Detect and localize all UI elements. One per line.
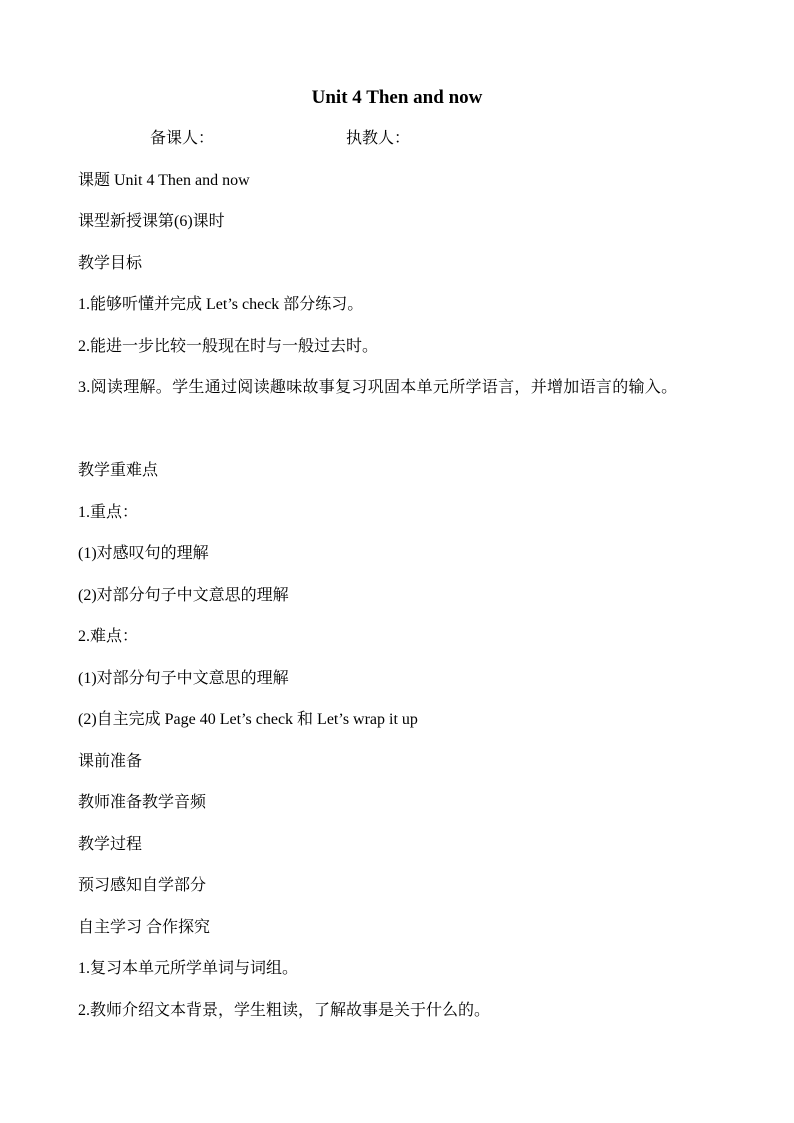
- document-title: Unit 4 Then and now: [311, 87, 483, 108]
- key-point-item-2: (2)对部分句子中文意思的理解: [78, 587, 289, 604]
- preparer-label: 备课人：: [150, 130, 215, 147]
- difficulty-item-2: (2)自主完成 Page 40 Let’s check 和 Let’s wrap it up: [78, 711, 418, 728]
- key-point-label: 1.重点：: [78, 504, 139, 521]
- difficulty-label: 2.难点：: [78, 628, 139, 645]
- process-subheading-self-study: 自主学习 合作探究: [78, 919, 211, 936]
- difficulty-item-1: (1)对部分句子中文意思的理解: [78, 670, 289, 687]
- lesson-type: 课型新授课第(6)课时: [78, 213, 225, 230]
- process-step-2: 2.教师介绍文本背景，学生粗读，了解故事是关于什么的。: [78, 1002, 491, 1019]
- preparation-item: 教师准备教学音频: [78, 794, 207, 811]
- teacher-label: 执教人：: [346, 130, 411, 147]
- section-heading-key-points: 教学重难点: [78, 462, 159, 479]
- process-subheading-preview: 预习感知自学部分: [78, 877, 207, 894]
- lesson-topic: 课题 Unit 4 Then and now: [78, 172, 250, 189]
- objective-item-2: 2.能进一步比较一般现在时与一般过去时。: [78, 338, 379, 355]
- section-heading-process: 教学过程: [78, 836, 143, 853]
- section-heading-preparation: 课前准备: [78, 753, 143, 770]
- objective-item-3: 3.阅读理解。学生通过阅读趣味故事复习巩固本单元所学语言，并增加语言的输入。: [78, 379, 678, 396]
- process-step-1: 1.复习本单元所学单词与词组。: [78, 960, 299, 977]
- objective-item-1: 1.能够听懂并完成 Let’s check 部分练习。: [78, 296, 364, 313]
- section-heading-objectives: 教学目标: [78, 255, 143, 272]
- key-point-item-1: (1)对感叹句的理解: [78, 545, 209, 562]
